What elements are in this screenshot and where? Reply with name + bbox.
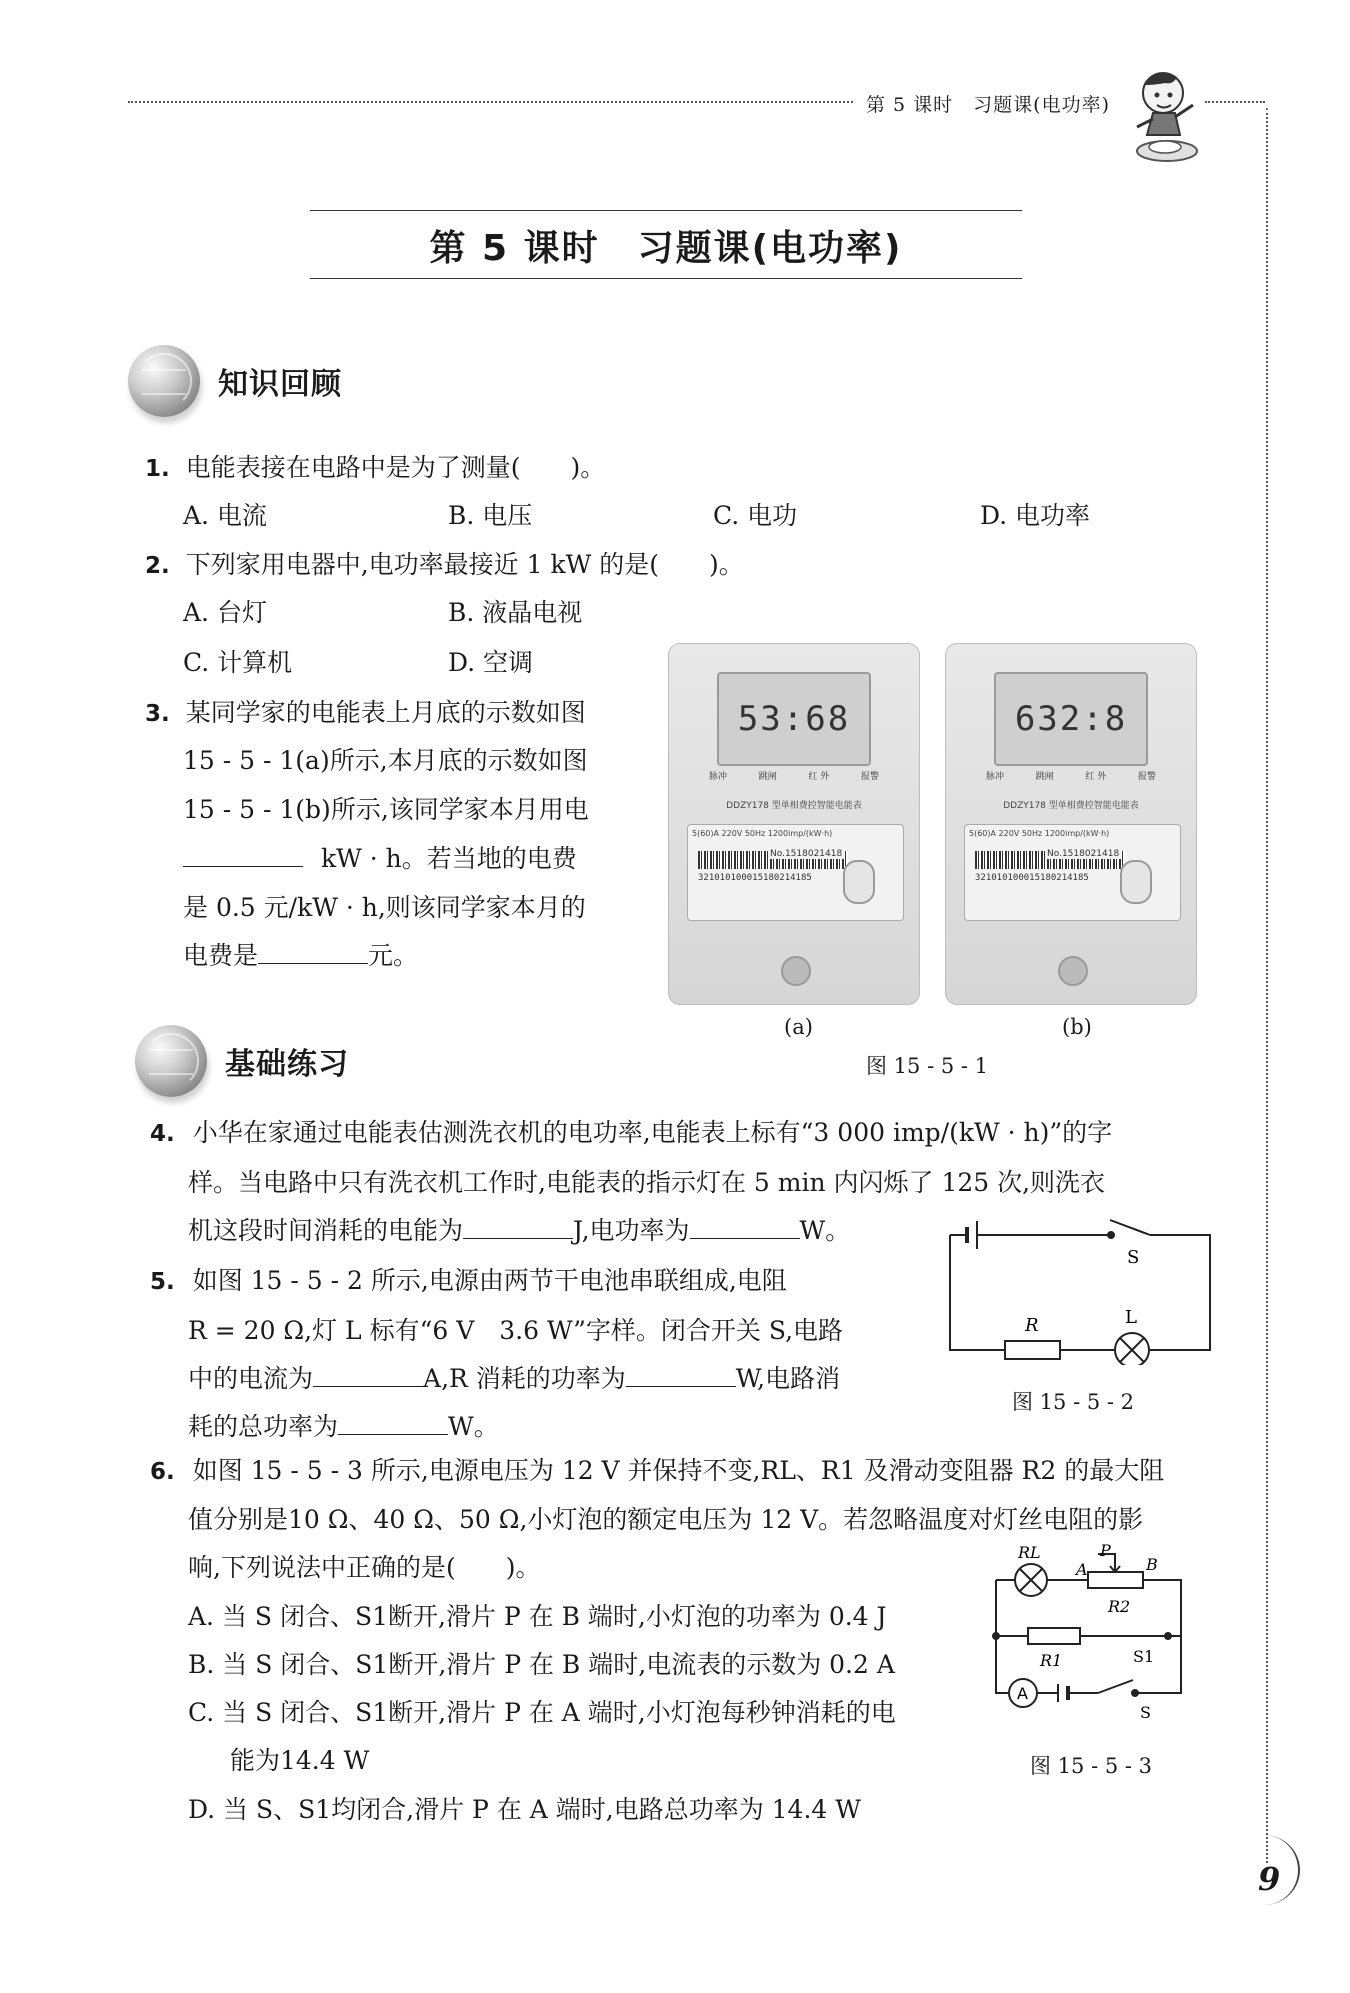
question-number: 5. — [150, 1269, 175, 1295]
circuit-diagram-2 — [945, 1215, 1215, 1365]
meter-plate: 5(60)A 220V 50Hz 1200imp/(kW·h) No.1518021418 321010100015180214185 — [964, 824, 1181, 921]
switch-label-s: S — [1140, 1703, 1151, 1722]
question-text: 值分别是10 Ω、40 Ω、50 Ω,小灯泡的额定电压为 12 V。若忽略温度对灯丝电阻的影 — [188, 1505, 1144, 1534]
question-text: 机这段时间消耗的电能为 J,电功率为 W。 — [188, 1216, 851, 1245]
question-1 — [145, 455, 605, 481]
resistor-label-r2: R2 — [1108, 1597, 1131, 1616]
figure-label-b: (b) — [1062, 1015, 1092, 1039]
resistor-label-rl: RL — [1018, 1543, 1041, 1562]
circuit-diagram-3 — [988, 1540, 1198, 1725]
question-text: 样。当电路中只有洗衣机工作时,电能表的指示灯在 5 min 内闪烁了 125 次,则洗衣 — [188, 1168, 1106, 1197]
question-4 — [150, 1120, 1112, 1146]
figure-caption: 图 15 - 5 - 2 — [1012, 1390, 1135, 1414]
question-5 — [150, 1268, 787, 1294]
option: D. 当 S、S1均闭合,滑片 P 在 A 端时,电路总功率为 14.4 W — [188, 1795, 861, 1824]
terminal-label-b: B — [1146, 1555, 1158, 1574]
option: A. 台灯 — [183, 598, 267, 627]
question-number: 4. — [150, 1121, 175, 1147]
question-text: 小华在家通过电能表估测洗衣机的电功率,电能表上标有“3 000 imp/(kW · h)”的字 — [192, 1118, 1113, 1147]
meter-b — [945, 643, 1197, 1005]
mascot-icon — [1125, 55, 1210, 165]
meter-a — [668, 643, 920, 1005]
question-number: 2. — [145, 553, 170, 579]
meter-window — [843, 860, 875, 904]
option: A. 电流 — [183, 501, 267, 530]
meter-display: 632:8 — [994, 672, 1148, 766]
question-text: 如图 15 - 5 - 3 所示,电源电压为 12 V 并保持不变,RL、R1 及滑动变阻器 R2 的最大阻 — [192, 1456, 1165, 1485]
answer-blank — [338, 1433, 448, 1435]
section-title: 知识回顾 — [218, 367, 342, 402]
answer-blank — [313, 1385, 423, 1387]
question-text: 中的电流为 A,R 消耗的功率为 W,电路消 — [188, 1364, 841, 1393]
answer-blank — [258, 962, 368, 964]
running-title: 第 5 课时 习题课(电功率) — [866, 94, 1110, 116]
question-text: 如图 15 - 5 - 2 所示,电源由两节干电池串联组成,电阻 — [192, 1266, 787, 1295]
option: C. 当 S 闭合、S1断开,滑片 P 在 A 端时,小灯泡每秒钟消耗的电 — [188, 1698, 896, 1727]
lamp-label: L — [1125, 1307, 1137, 1328]
option: D. 电功率 — [980, 501, 1091, 530]
switch-label-s1: S1 — [1133, 1647, 1155, 1666]
page-title: 第 5 课时 习题课(电功率) — [429, 228, 903, 269]
question-number: 3. — [145, 701, 170, 727]
question-number: 1. — [145, 456, 170, 482]
question-text: 15 - 5 - 1(a)所示,本月底的示数如图 — [183, 746, 588, 775]
option: C. 计算机 — [183, 648, 293, 677]
header-rule — [128, 101, 853, 103]
question-text: 电费是 元。 — [183, 941, 419, 970]
question-2 — [145, 552, 744, 578]
resistor-label-r1: R1 — [1040, 1651, 1063, 1670]
meter-model: DDZY178 型单相费控智能电能表 — [726, 801, 862, 811]
meter-plate: 5(60)A 220V 50Hz 1200imp/(kW·h) No.1518021418 321010100015180214185 — [687, 824, 904, 921]
meter-window — [1120, 860, 1152, 904]
figure-caption: 图 15 - 5 - 1 — [866, 1054, 989, 1078]
question-stem: 电能表接在电路中是为了测量( )。 — [185, 453, 606, 482]
answer-blank — [626, 1385, 736, 1387]
figure-label-a: (a) — [784, 1015, 813, 1039]
resistor-label: R — [1025, 1315, 1039, 1336]
option: B. 当 S 闭合、S1断开,滑片 P 在 B 端时,电流表的示数为 0.2 A — [188, 1650, 895, 1679]
option: D. 空调 — [448, 648, 534, 677]
section-review — [128, 345, 342, 417]
answer-blank — [690, 1237, 800, 1239]
page-number: 9 — [1258, 1860, 1281, 1898]
question-6 — [150, 1458, 1164, 1484]
option: A. 当 S 闭合、S1断开,滑片 P 在 B 端时,小灯泡的功率为 0.4 J — [188, 1602, 887, 1631]
question-text: 响,下列说法中正确的是( )。 — [188, 1553, 541, 1582]
globe-icon — [135, 1025, 207, 1097]
question-text: 是 0.5 元/kW · h,则该同学家本月的 — [183, 893, 586, 922]
side-rule — [1266, 108, 1268, 1863]
meter-screw — [1058, 956, 1088, 986]
figure-caption: 图 15 - 5 - 3 — [1030, 1754, 1153, 1778]
globe-icon — [128, 345, 200, 417]
title-rule-bottom — [310, 278, 1022, 279]
question-text: 某同学家的电能表上月底的示数如图 — [185, 698, 586, 727]
question-number: 6. — [150, 1459, 175, 1485]
meter-display: 53:68 — [717, 672, 871, 766]
section-title: 基础练习 — [225, 1047, 349, 1082]
title-rule-top — [310, 210, 1022, 211]
meter-indicators: 脉冲 跳闸 红 外 报警 — [709, 772, 879, 782]
answer-blank — [183, 865, 303, 867]
section-practice — [135, 1025, 349, 1097]
option-continued: 能为14.4 W — [230, 1746, 370, 1775]
question-3 — [145, 700, 586, 726]
switch-label: S — [1127, 1247, 1140, 1268]
option: B. 电压 — [448, 501, 533, 530]
question-text: 15 - 5 - 1(b)所示,该同学家本月用电 — [183, 795, 589, 824]
meter-model: DDZY178 型单相费控智能电能表 — [1003, 801, 1139, 811]
slider-label-p: P — [1100, 1541, 1111, 1560]
terminal-label-a: A — [1076, 1560, 1088, 1579]
question-text: kW · h。若当地的电费 — [183, 846, 577, 871]
ammeter-icon: A — [1017, 1684, 1028, 1703]
option: C. 电功 — [713, 501, 798, 530]
question-text: R = 20 Ω,灯 L 标有“6 V 3.6 W”字样。闭合开关 S,电路 — [188, 1316, 844, 1345]
question-stem: 下列家用电器中,电功率最接近 1 kW 的是( )。 — [185, 550, 744, 579]
question-text: 耗的总功率为 W。 — [188, 1412, 499, 1441]
answer-blank — [463, 1237, 573, 1239]
option: B. 液晶电视 — [448, 598, 583, 627]
meter-indicators: 脉冲 跳闸 红 外 报警 — [986, 772, 1156, 782]
meter-screw — [781, 956, 811, 986]
header-rule-right — [1205, 101, 1265, 103]
